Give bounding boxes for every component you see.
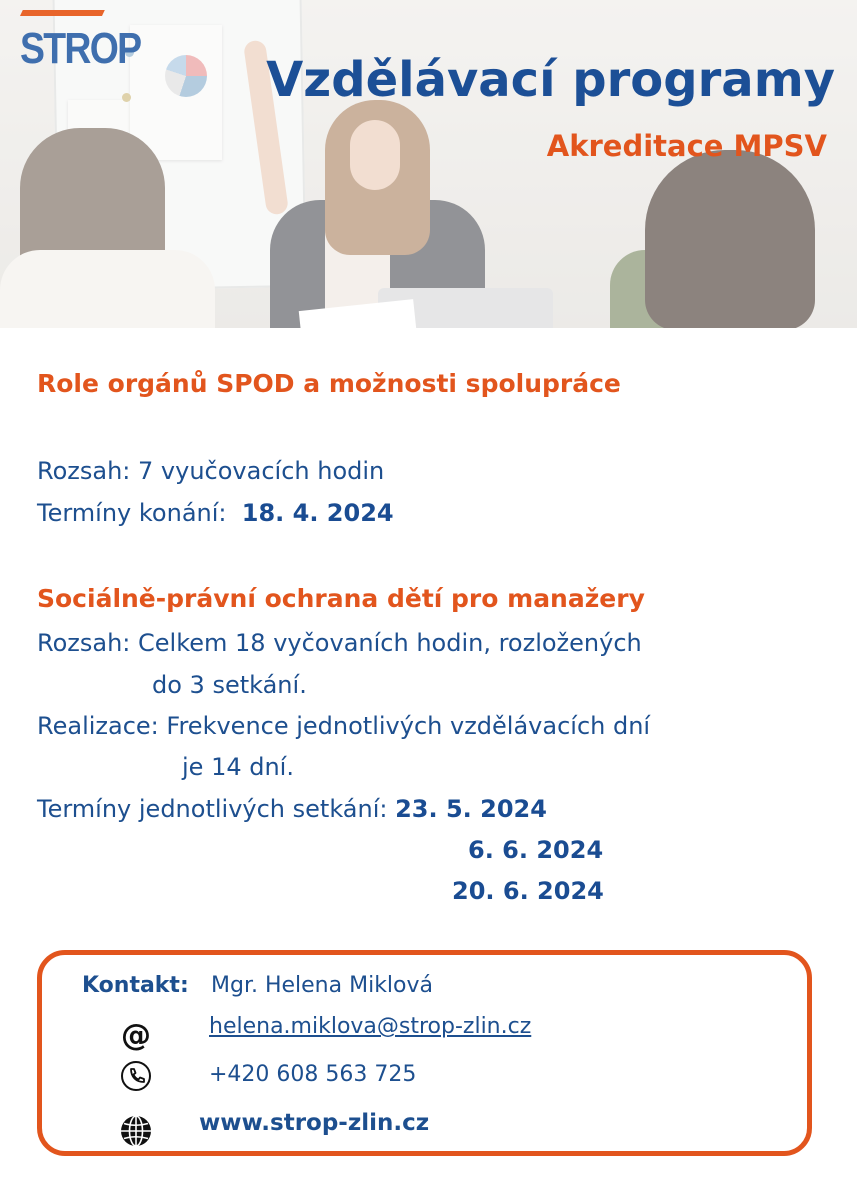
program2-dates <box>37 791 547 827</box>
scope-label: Rozsah: <box>37 629 131 657</box>
contact-phone: +420 608 563 725 <box>209 1062 417 1087</box>
realization-label: Realizace: <box>37 712 159 740</box>
program1-date: 18. 4. 2024 <box>241 499 394 527</box>
strop-logo <box>20 10 141 73</box>
scope-label: Rozsah: <box>37 457 131 485</box>
program1-dates <box>37 495 394 531</box>
program1-title: Role orgánů SPOD a možnosti spolupráce <box>37 369 621 398</box>
contact-website-link[interactable]: www.strop-zlin.cz <box>199 1110 430 1136</box>
page-subtitle: Akreditace MPSV <box>546 129 827 163</box>
program2-realization <box>37 708 650 744</box>
dates-label: Termíny konání: <box>37 499 227 527</box>
program1-scope <box>37 453 384 489</box>
logo-text: STROP <box>20 24 141 73</box>
dates-label: Termíny jednotlivých setkání: <box>37 795 388 823</box>
contact-name: Mgr. Helena Miklová <box>211 973 434 998</box>
phone-icon <box>119 1059 153 1093</box>
page-title: Vzdělávací programy <box>266 52 835 108</box>
program2-realization-cont: je 14 dní. <box>182 753 294 781</box>
globe-icon <box>119 1114 153 1148</box>
program2-title: Sociálně-právní ochrana dětí pro manažery <box>37 584 645 613</box>
program2-date-2: 6. 6. 2024 <box>468 836 604 864</box>
program2-date-3: 20. 6. 2024 <box>452 877 604 905</box>
logo-bar <box>20 10 105 16</box>
realization-line-1: Frekvence jednotlivých vzdělávacích dní <box>166 712 651 740</box>
scope-line-1: Celkem 18 vyčovaních hodin, rozložených <box>138 629 642 657</box>
program2-date-1: 23. 5. 2024 <box>395 795 547 823</box>
at-icon: @ <box>121 1017 151 1053</box>
contact-email-link[interactable]: helena.miklova@strop-zlin.cz <box>209 1014 532 1039</box>
scope-value: 7 vyučovacích hodin <box>138 457 385 485</box>
contact-label: Kontakt: <box>82 973 189 998</box>
program2-scope <box>37 625 642 661</box>
program2-scope-cont: do 3 setkání. <box>152 671 307 699</box>
